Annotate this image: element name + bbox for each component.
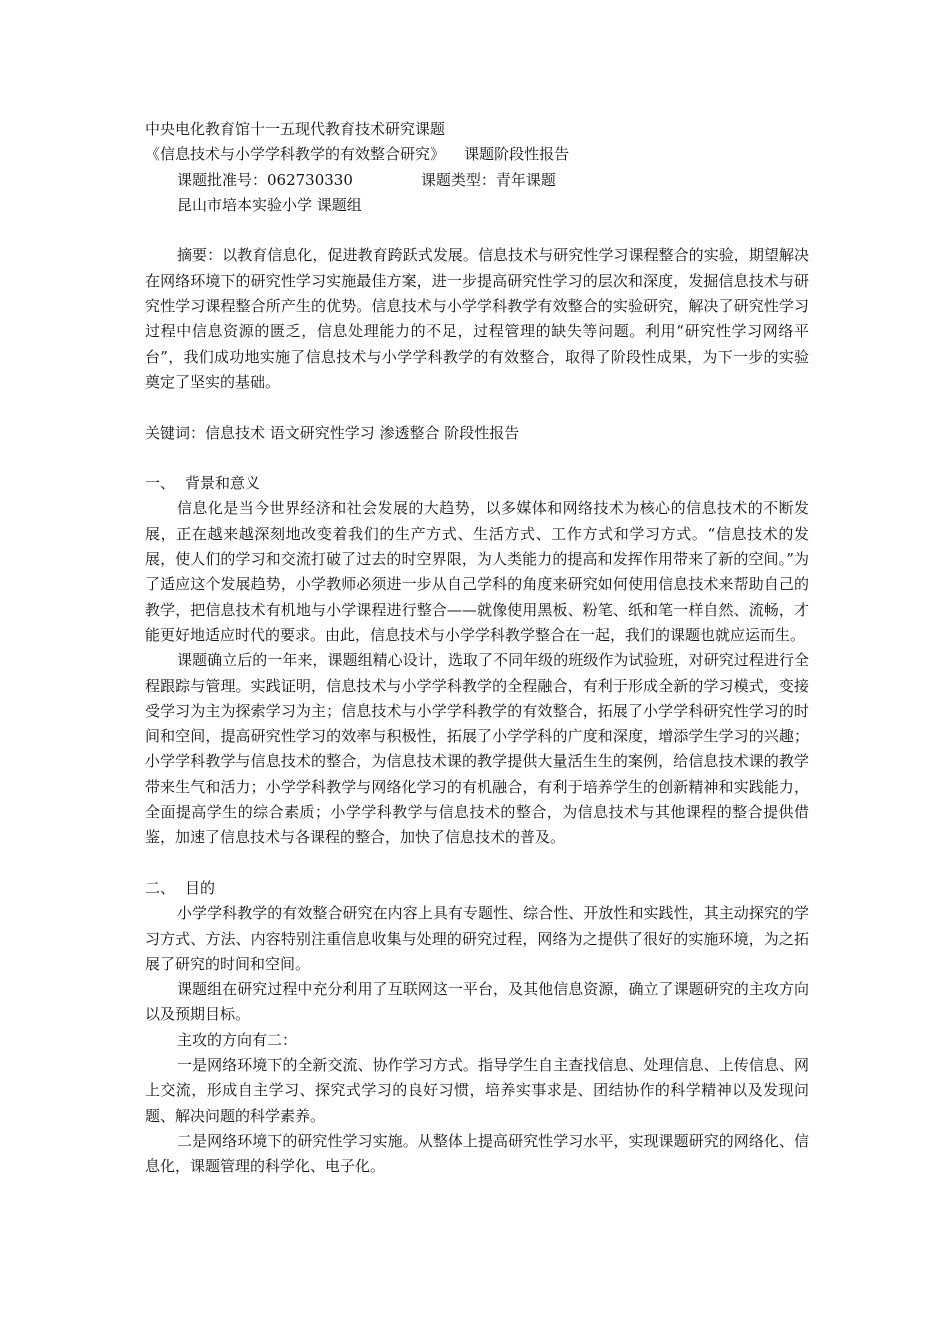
- section-2-paragraph-2: 课题组在研究过程中充分利用了互联网这一平台，及其他信息资源，确立了课题研究的主攻方向以及预期目标。: [145, 980, 809, 1024]
- document-page: [145, 117, 809, 1179]
- section-2-heading: [145, 876, 809, 901]
- abstract-paragraph: 摘要：以教育信息化，促进教育跨跃式发展。信息技术与研究性学习课程整合的实验，期望解决在网络环境下的研究性学习实施最佳方案，进一步提高研究性学习的层次和深度，发掘信息技术与研究性学习课程整合所产生的优势。信息技术与小学学科教学有效整合的实验研究，解决了研究性学习过程中信息资源的匮乏，信息处理能力的不足，过程管理的缺失等问题。利用“研究性学习网络平台”，我们成功地实施了信息技术与小学学科教学的有效整合，取得了阶段性成果，为下一步的实验奠定了坚实的基础。: [145, 246, 809, 391]
- header-line-2: 《信息技术与小学学科教学的有效整合研究》 课题阶段性报告: [145, 145, 570, 164]
- section-1-paragraph-2: 课题确立后的一年来，课题组精心设计，选取了不同年级的班级作为试验班，对研究过程进行全程跟踪与管理。实践证明，信息技术与小学学科教学的全程融合，有利于形成全新的学习模式，变接受学习为主为探索学习为主；信息技术与小学学科教学的有效整合，拓展了小学学科研究性学习的时间和空间，提高研究性学习的效率与积极性，拓展了小学学科的广度和深度，增添学生学习的兴趣；小学学科教学与信息技术的整合，为信息技术课的教学提供大量活生生的案例，给信息技术课的教学带来生气和活力；小学学科教学与网络化学习的有机融合，有利于培养学生的创新精神和实践能力，全面提高学生的综合素质；小学学科教学与信息技术的整合，为信息技术与其他课程的整合提供借鉴，加速了信息技术与各课程的整合，加快了信息技术的普及。: [145, 651, 809, 847]
- section-2-number: 二、: [145, 878, 176, 897]
- project-type: 课题类型：青年课题: [420, 170, 556, 189]
- section-2-paragraph-4: 一是网络环境下的全新交流、协作学习方式。指导学生自主查找信息、处理信息、上传信息、网上交流，形成自主学习、探究式学习的良好习惯，培养实事求是、团结协作的科学精神以及发现问题、解决问题的科学素养。: [145, 1055, 809, 1125]
- header-line-4: 昆山市培本实验小学 课题组: [177, 195, 362, 214]
- blank-line: [145, 218, 809, 243]
- section-1-title: 背景和意义: [185, 474, 261, 493]
- approval-number: 课题批准号：062730330: [177, 170, 353, 189]
- header-line-1: 中央电化教育馆十一五现代教育技术研究课题: [145, 120, 446, 138]
- blank-line: [145, 446, 809, 471]
- section-1-paragraph-1: 信息化是当今世界经济和社会发展的大趋势，以多媒体和网络技术为核心的信息技术的不断发展，正在越来越深刻地改变着我们的生产方式、生活方式、工作方式和学习方式。“信息技术的发展，使人们的学习和交流打破了过去的时空界限，为人类能力的提高和发挥作用带来了新的空间。”为了适应这个发展趋势，小学教师必须进一步从自己学科的角度来研究如何使用信息技术来帮助自己的教学，把信息技术有机地与小学课程进行整合——就像使用黑板、粉笔、纸和笔一样自然、流畅，才能更好地适应时代的要求。由此，信息技术与小学学科教学整合在一起，我们的课题也就应运而生。: [145, 499, 809, 644]
- section-1-number: 一、: [145, 474, 176, 493]
- section-2-paragraph-1: 小学学科教学的有效整合研究在内容上具有专题性、综合性、开放性和实践性，其主动探究的学习方式、方法、内容特别注重信息收集与处理的研究过程，网络为之提供了很好的实施环境，为之拓展了研究的时间和空间。: [145, 904, 809, 973]
- blank-line: [145, 395, 809, 420]
- blank-line: [145, 851, 809, 876]
- section-2-paragraph-3: 主攻的方向有二：: [177, 1030, 298, 1049]
- section-1-heading: [145, 471, 809, 496]
- header-line-3: [145, 168, 809, 193]
- keywords-line: 关键词：信息技术 语文研究性学习 渗透整合 阶段性报告: [145, 423, 520, 442]
- section-2-title: 目的: [185, 878, 216, 897]
- section-2-paragraph-5: 二是网络环境下的研究性学习实施。从整体上提高研究性学习水平，实现课题研究的网络化、信息化，课题管理的科学化、电子化。: [145, 1131, 809, 1176]
